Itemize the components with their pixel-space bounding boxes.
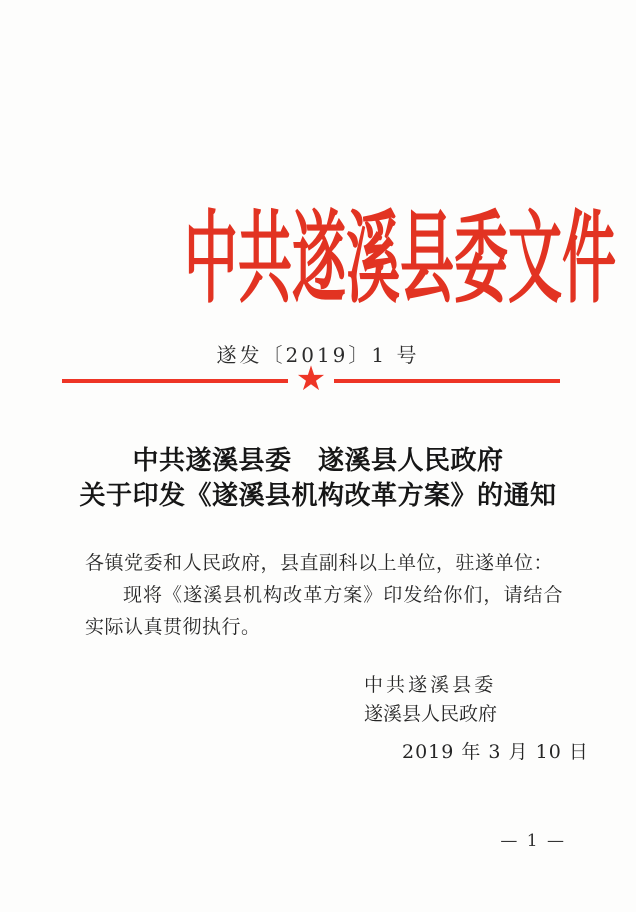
document-body: [85, 547, 563, 643]
red-divider: [62, 359, 560, 399]
signature-org-party: 中共遂溪县委: [364, 674, 497, 696]
signature-date: 2019 年 3 月 10 日: [402, 741, 589, 763]
signature-org-government: 遂溪县人民政府: [364, 703, 498, 725]
document-masthead: [0, 203, 636, 315]
divider-line-right: [334, 379, 560, 383]
salutation-line: 各镇党委和人民政府，县直副科以上单位，驻遂单位：: [85, 552, 554, 574]
body-paragraph: 现将《遂溪县机构改革方案》印发给你们，请结合实际认真贯彻执行。: [85, 584, 563, 638]
document-title-line1: 中共遂溪县委 遂溪县人民政府: [132, 446, 504, 476]
masthead-title: 中共遂溪县委文件: [183, 203, 616, 315]
document-title: [0, 444, 636, 514]
document-title-line2: 关于印发《遂溪县机构改革方案》的通知: [79, 481, 557, 511]
star-icon: ★: [295, 359, 327, 399]
document-number: 遂发〔2019〕1 号: [216, 343, 420, 367]
signature-block: [364, 676, 589, 762]
page-number: — 1 —: [500, 831, 566, 851]
divider-line-left: [62, 379, 288, 383]
